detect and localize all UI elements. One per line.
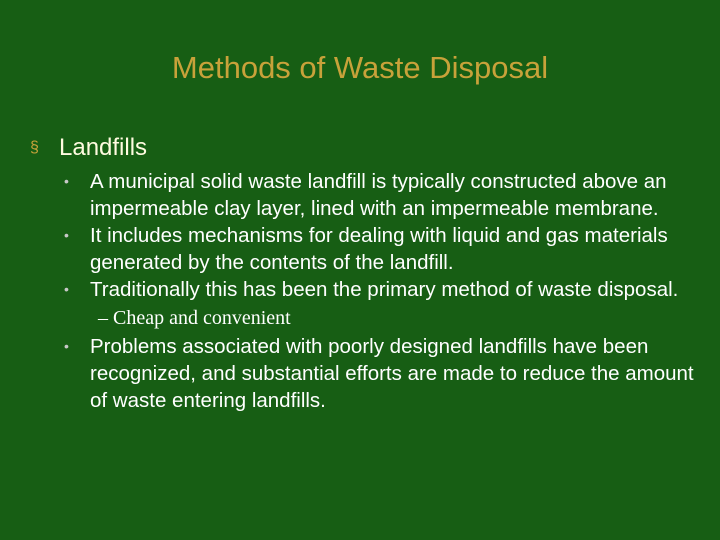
sub-bullet-text: It includes mechanisms for dealing with liquid and gas materials generated by the contents of the landfill. — [90, 224, 668, 274]
bullet-dot-icon: • — [64, 227, 69, 243]
slide-title: Methods of Waste Disposal — [171, 50, 549, 85]
bullet-dot-icon: • — [64, 281, 69, 297]
bullet-dot-icon: • — [64, 173, 69, 189]
sub-bullet-item — [64, 333, 700, 414]
bullet-dot-icon: • — [64, 338, 69, 354]
sub-sub-bullet-text: – Cheap and convenient — [98, 307, 291, 329]
sub-bullet-item — [64, 168, 700, 222]
sub-bullet-item — [64, 276, 700, 303]
sub-bullet-text: Traditionally this has been the primary method of waste disposal. — [90, 278, 679, 301]
sub-bullet-list — [64, 168, 700, 414]
section-bullet-icon: § — [30, 139, 39, 156]
sub-bullet-text: Problems associated with poorly designed landfills have been recognized, and substantial efforts are made to reduce the amount of waste entering landfills. — [90, 335, 694, 412]
main-bullet-text: Landfills — [59, 134, 148, 161]
sub-bullet-text: A municipal solid waste landfill is typically constructed above an impermeable clay layer, lined with an impermeable membrane. — [90, 170, 667, 220]
sub-bullet-item — [64, 222, 700, 276]
